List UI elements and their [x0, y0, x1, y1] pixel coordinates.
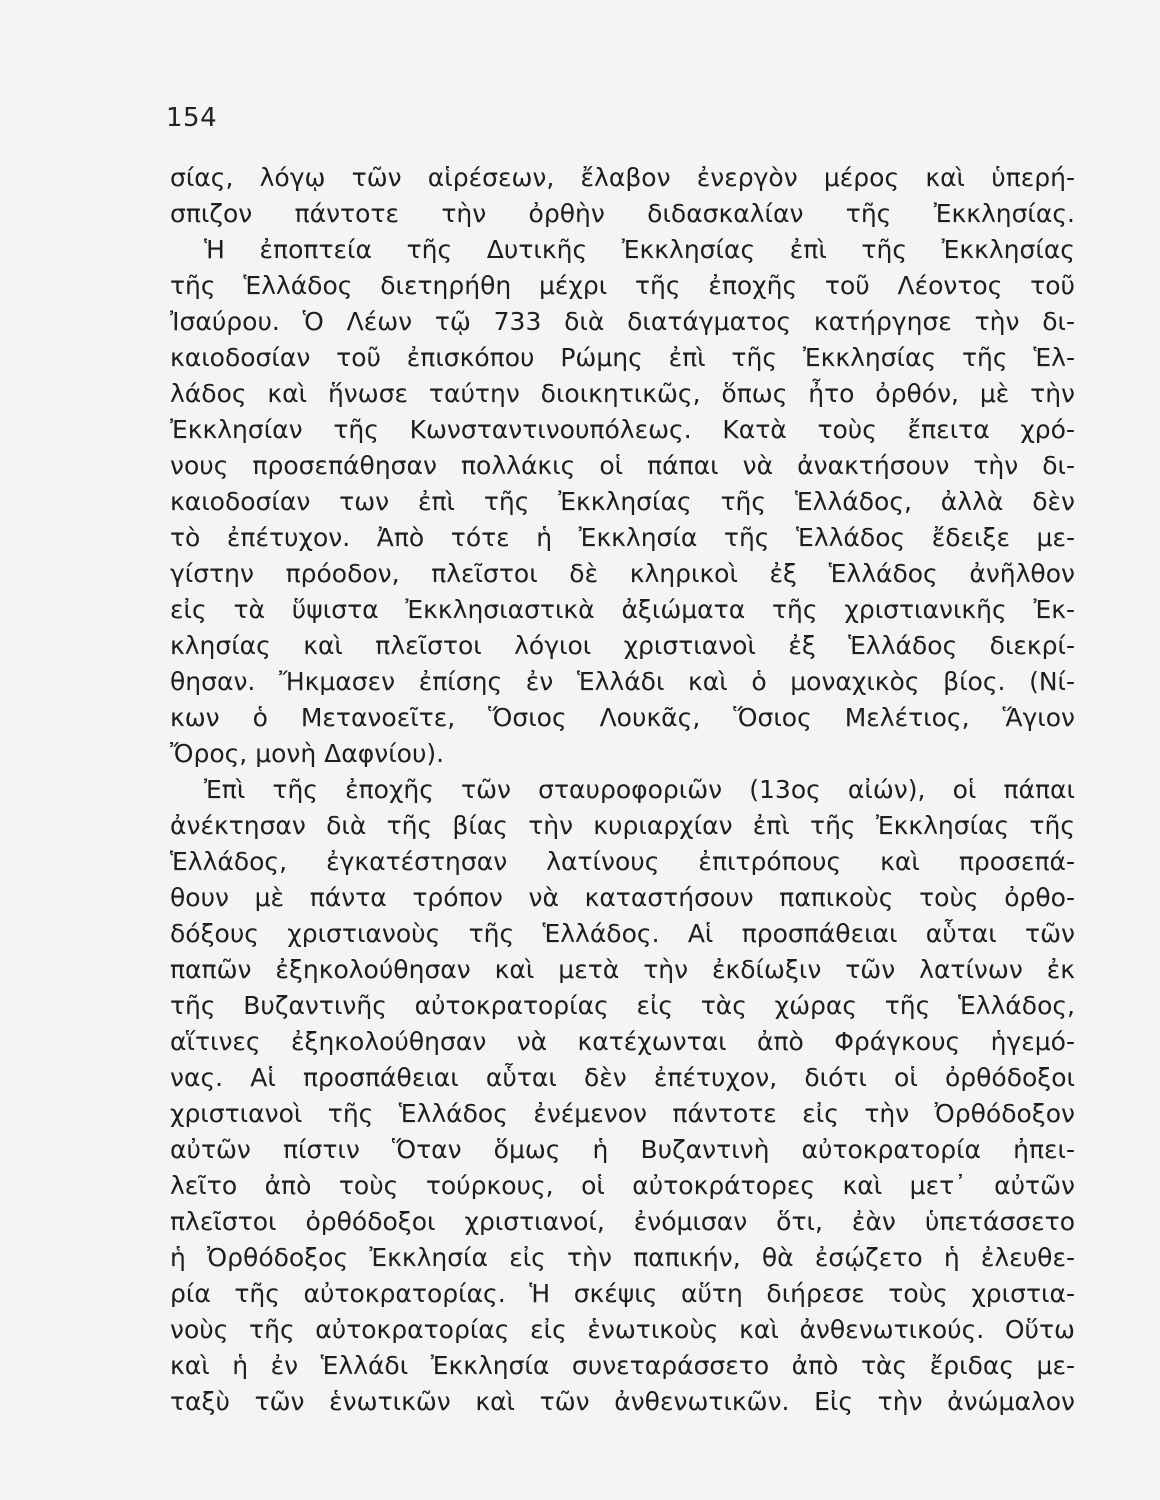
paragraph-start-line: Ἐπὶ τῆς ἐποχῆς τῶν σταυροφοριῶν (13ος αἰών), οἱ πάπαι — [204, 775, 1075, 804]
text-line: παπῶν ἐξηκολούθησαν καὶ μετὰ τὴν ἐκδίωξιν τῶν λατίνων ἐκ — [170, 955, 1075, 984]
text-line: εἰς τὰ ὕψιστα Ἐκκλησιαστικὰ ἀξιώματα τῆς χριστιανικῆς Ἐκ- — [170, 595, 1075, 624]
text-line: λεῖτο ἀπὸ τοὺς τούρκους, οἱ αὐτοκράτορες καὶ μετ᾽ αὐτῶν — [170, 1171, 1075, 1200]
paragraph-start-line: Ἡ ἐποπτεία τῆς Δυτικῆς Ἐκκλησίας ἐπὶ τῆς Ἐκκλησίας — [204, 235, 1075, 264]
text-line: ἀνέκτησαν διὰ τῆς βίας τὴν κυριαρχίαν ἐπὶ τῆς Ἐκκλησίας τῆς — [170, 811, 1075, 840]
text-line: δόξους χριστιανοὺς τῆς Ἑλλάδος. Αἱ προσπάθειαι αὗται τῶν — [170, 919, 1075, 948]
text-line: πλεῖστοι ὀρθόδοξοι χριστιανοί, ἐνόμισαν ὅτι, ἐὰν ὑπετάσσετο — [170, 1207, 1075, 1236]
text-line: ρία τῆς αὐτοκρατορίας. Ἡ σκέψις αὕτη διήρεσε τοὺς χριστια- — [170, 1279, 1075, 1308]
text-line: καιοδοσίαν τοῦ ἐπισκόπου Ρώμης ἐπὶ τῆς Ἐκκλησίας τῆς Ἑλ- — [170, 343, 1075, 372]
text-line: Ἑλλάδος, ἐγκατέστησαν λατίνους ἐπιτρόπους καὶ προσεπά- — [170, 847, 1075, 876]
text-line: θησαν. Ἤκμασεν ἐπίσης ἐν Ἑλλάδι καὶ ὁ μοναχικὸς βίος. (Νί- — [170, 667, 1075, 696]
text-line: τὸ ἐπέτυχον. Ἀπὸ τότε ἡ Ἐκκλησία τῆς Ἑλλάδος ἔδειξε με- — [170, 523, 1075, 552]
text-line: τῆς Βυζαντινῆς αὐτοκρατορίας εἰς τὰς χώρας τῆς Ἑλλάδος, — [170, 991, 1075, 1020]
text-line: λάδος καὶ ἥνωσε ταύτην διοικητικῶς, ὅπως ἦτο ὀρθόν, μὲ τὴν — [170, 379, 1075, 408]
text-line: κων ὁ Μετανοεῖτε, Ὅσιος Λουκᾶς, Ὅσιος Μελέτιος, Ἅγιον — [170, 703, 1075, 732]
page-number: 154 — [166, 103, 218, 133]
text-line: Ἐκκλησίαν τῆς Κωνσταντινουπόλεως. Κατὰ τοὺς ἔπειτα χρό- — [170, 415, 1075, 444]
body-text — [170, 160, 1075, 1420]
text-line: ταξὺ τῶν ἑνωτικῶν καὶ τῶν ἀνθενωτικῶν. Εἰς τὴν ἀνώμαλον — [170, 1387, 1075, 1416]
text-line: τῆς Ἑλλάδος διετηρήθη μέχρι τῆς ἐποχῆς τοῦ Λέοντος τοῦ — [170, 271, 1075, 300]
text-line: καὶ ἡ ἐν Ἑλλάδι Ἐκκλησία συνεταράσσετο ἀπὸ τὰς ἔριδας με- — [170, 1351, 1075, 1380]
text-line: καιοδοσίαν των ἐπὶ τῆς Ἐκκλησίας τῆς Ἑλλάδος, ἀλλὰ δὲν — [170, 487, 1075, 516]
text-line: σίας, λόγῳ τῶν αἱρέσεων, ἔλαβον ἐνεργὸν μέρος καὶ ὑπερή- — [170, 163, 1075, 192]
text-line: θουν μὲ πάντα τρόπον νὰ καταστήσουν παπικοὺς τοὺς ὀρθο- — [170, 883, 1075, 912]
paragraph-end-line: Ὄρος, μονὴ Δαφνίου). — [170, 739, 445, 768]
text-line: γίστην πρόοδον, πλεῖστοι δὲ κληρικοὶ ἐξ Ἑλλάδος ἀνῆλθον — [170, 559, 1075, 588]
text-line: αἵτινες ἐξηκολούθησαν νὰ κατέχωνται ἀπὸ Φράγκους ἡγεμό- — [170, 1027, 1075, 1056]
text-line: νους προσεπάθησαν πολλάκις οἱ πάπαι νὰ ἀνακτήσουν τὴν δι- — [170, 451, 1075, 480]
text-line: σπιζον πάντοτε τὴν ὀρθὴν διδασκαλίαν τῆς Ἐκκλησίας. — [170, 199, 1075, 228]
text-line: χριστιανοὶ τῆς Ἑλλάδος ἐνέμενον πάντοτε εἰς τὴν Ὀρθόδοξον — [170, 1099, 1075, 1128]
text-line: ἡ Ὀρθόδοξος Ἐκκλησία εἰς τὴν παπικήν, θὰ ἐσῴζετο ἡ ἐλευθε- — [170, 1243, 1075, 1272]
text-line: αὐτῶν πίστιν Ὅταν ὅμως ἡ Βυζαντινὴ αὐτοκρατορία ἠπει- — [170, 1135, 1075, 1164]
text-line: νοὺς τῆς αὐτοκρατορίας εἰς ἑνωτικοὺς καὶ ἀνθενωτικούς. Οὕτω — [170, 1315, 1075, 1344]
text-line: Ἰσαύρου. Ὁ Λέων τῷ 733 διὰ διατάγματος κατήργησε τὴν δι- — [170, 307, 1075, 336]
text-line: νας. Αἱ προσπάθειαι αὗται δὲν ἐπέτυχον, διότι οἱ ὀρθόδοξοι — [170, 1063, 1075, 1092]
text-line: κλησίας καὶ πλεῖστοι λόγιοι χριστιανοὶ ἐξ Ἑλλάδος διεκρί- — [170, 631, 1075, 660]
